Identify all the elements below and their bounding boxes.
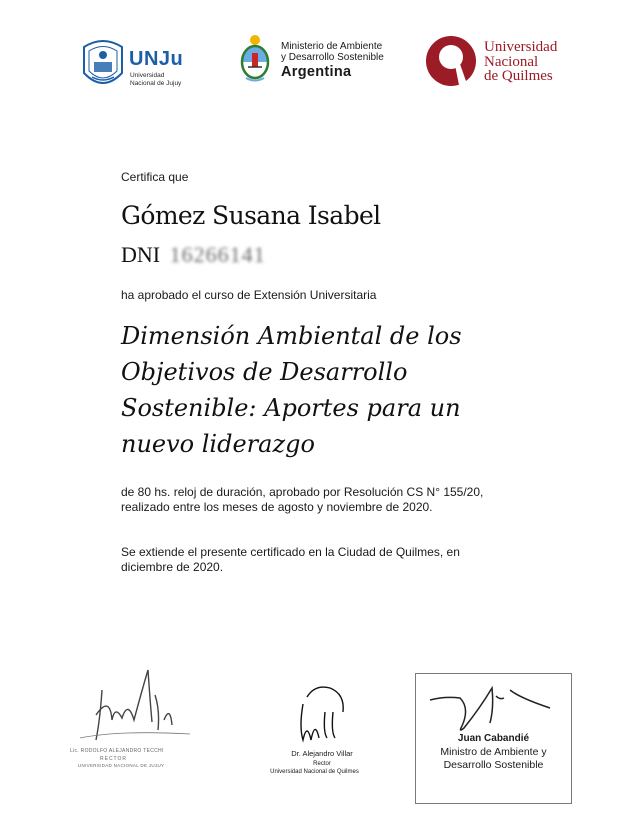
ministro-role xyxy=(415,746,572,771)
ministerio-line2: y Desarrollo Sostenible xyxy=(281,52,384,63)
ministerio-line1: Ministerio de Ambiente xyxy=(281,41,383,52)
ministro-role-line1: Ministro de Ambiente y xyxy=(440,746,547,758)
ministro-name: Juan Cabandié xyxy=(457,733,530,744)
ministro-role-line2: Desarrollo Sostenible xyxy=(443,758,544,771)
unq-rector-role: Rector xyxy=(313,761,331,767)
certifica-intro: Certifica que xyxy=(121,170,189,184)
course-details: de 80 hs. reloj de duración, aprobado por Resolución CS N° 155/20, realizado entre los meses de agosto y noviembre de 2020. xyxy=(121,485,484,514)
argentina-coat-of-arms-icon xyxy=(236,33,274,83)
unju-subtitle-line2: Nacional de Jujuy xyxy=(130,80,182,87)
dni-row xyxy=(121,242,266,268)
unq-line3: de Quilmes xyxy=(484,68,553,84)
dni-value: 16266141 xyxy=(169,242,266,267)
unq-rector-institution: Universidad Nacional de Quilmes xyxy=(270,769,359,775)
course-title: Dimensión Ambiental de los Objetivos de Desarrollo Sostenible: Aportes para un nuevo liderazgo xyxy=(121,322,462,458)
unq-line2: Nacional xyxy=(484,53,539,70)
signature-rector-unq-icon xyxy=(285,682,360,744)
unju-subtitle xyxy=(130,72,200,88)
unju-logo-text: UNJu xyxy=(129,48,184,70)
issued-statement: Se extiende el presente certificado en la Ciudad de Quilmes, en diciembre de 2020. xyxy=(121,545,460,574)
signature-rector-unju-icon xyxy=(60,660,210,755)
unju-rector-name: Lic. RODOLFO ALEJANDRO TECCHI xyxy=(70,748,164,754)
unq-line1: Universidad xyxy=(484,39,558,55)
unju-subtitle-line1: Universidad xyxy=(130,72,165,79)
unq-logo-text xyxy=(484,40,557,84)
unju-seal-icon xyxy=(80,37,126,91)
approved-text: ha aprobado el curso de Extensión Universitaria xyxy=(121,288,377,302)
unju-rector-role: RECTOR xyxy=(100,756,128,762)
unq-rector-name: Dr. Alejandro Villar xyxy=(291,749,353,758)
person-name: Gómez Susana Isabel xyxy=(121,201,381,230)
ministerio-country: Argentina xyxy=(281,64,352,80)
dni-label: DNI xyxy=(121,242,161,267)
unq-q-logo-icon xyxy=(425,35,477,87)
unju-rector-institution: UNIVERSIDAD NACIONAL DE JUJUY xyxy=(78,763,165,768)
